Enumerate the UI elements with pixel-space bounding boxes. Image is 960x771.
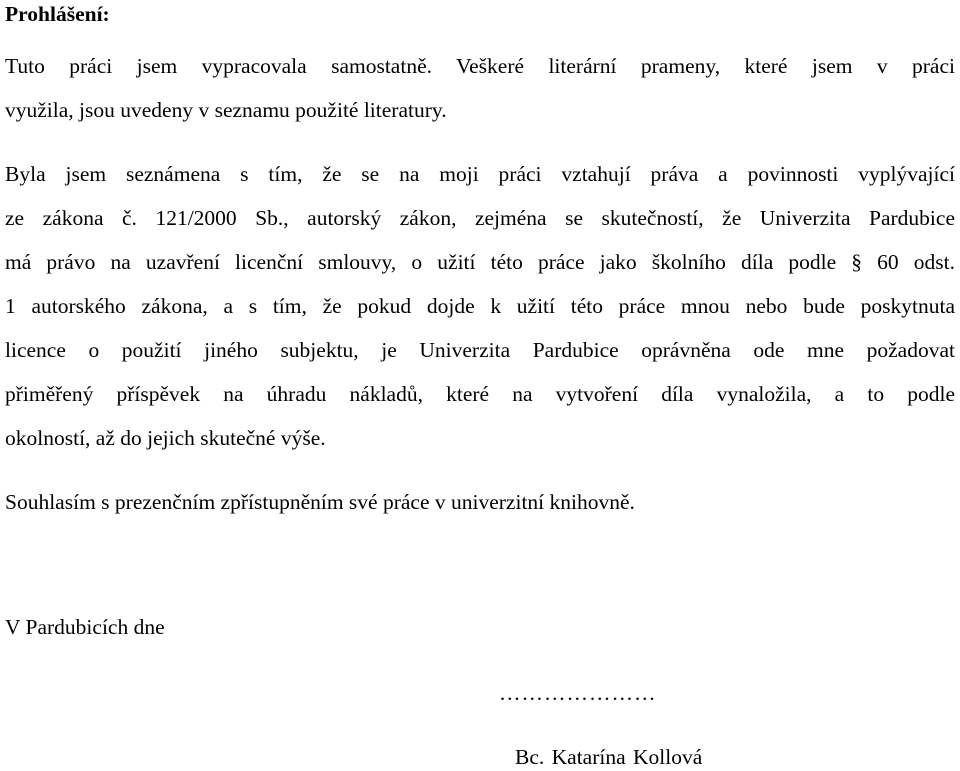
signature-line: ………………… [499,681,657,705]
paragraph-1-line-1: Tuto práci jsem vypracovala samostatně. Veškeré literární prameny, které jsem v práci [5,54,955,78]
declaration-heading: Prohlášení: [5,2,110,26]
paragraph-2-line-1: Byla jsem seznámena s tím, že se na moji práci vztahují práva a povinnosti vyplývající [5,162,955,186]
paragraph-2-line-6: přiměřený příspěvek na úhradu nákladů, které na vytvoření díla vynaložila, a to podle [5,382,955,406]
paragraph-2-line-5: licence o použití jiného subjektu, je Univerzita Pardubice oprávněna ode mne požadovat [5,338,955,362]
place-date-label: V Pardubicích dne [5,615,165,639]
paragraph-2-line-3: má právo na uzavření licenční smlouvy, o užití této práce jako školního díla podle § 60 odst. [5,250,955,274]
consent-paragraph: Souhlasím s prezenčním zpřístupněním své práce v univerzitní knihovně. [5,490,635,514]
signature-name: Bc. Katarína Kollová [515,745,703,769]
paragraph-1-line-2: využila, jsou uvedeny v seznamu použité literatury. [5,98,447,122]
paragraph-2-line-4: 1 autorského zákona, a s tím, že pokud dojde k užití této práce mnou nebo bude poskytnuta [5,294,955,318]
paragraph-2-line-2: ze zákona č. 121/2000 Sb., autorský zákon, zejména se skutečností, že Univerzita Pardubice [5,206,955,230]
paragraph-2-line-7: okolností, až do jejich skutečné výše. [5,426,326,450]
